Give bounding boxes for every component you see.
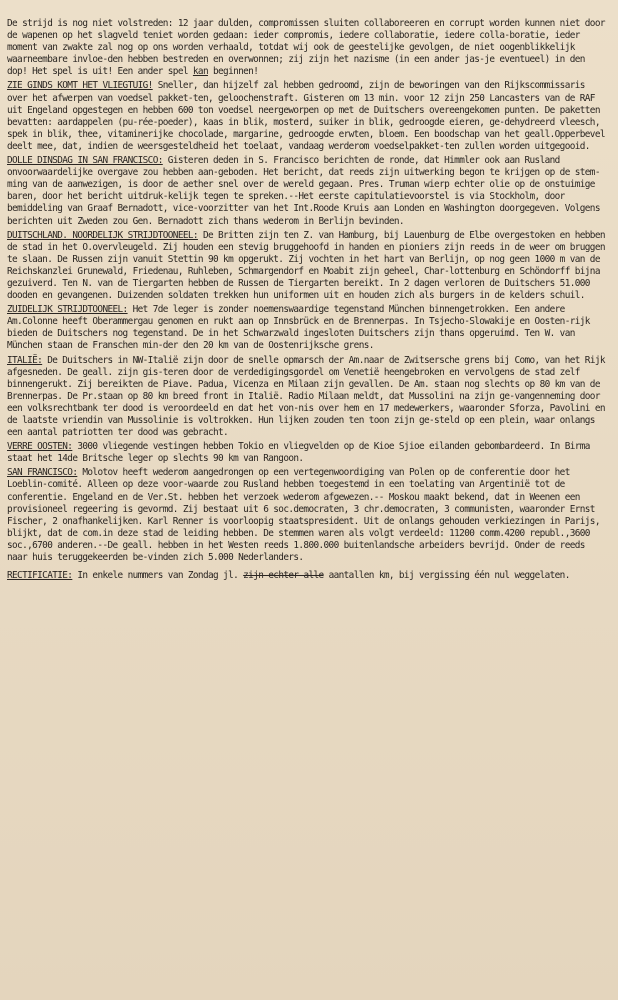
intro-end: beginnen! — [207, 66, 259, 78]
paragraph-vliegtuig — [7, 80, 610, 153]
heading-vliegtuig: ZIE GINDS KOMT HET VLIEGTUIG! — [7, 80, 153, 92]
heading-dolle-dinsdag: DOLLE DINSDAG IN SAN FRANCISCO: — [7, 155, 163, 167]
text-rectificatie-struck: zijn echter alle — [243, 570, 324, 582]
paragraph-italie — [7, 354, 610, 440]
text-san-francisco: Molotov heeft wederom aangedrongen op een vertegenwoordiging van Polen op de conferentie door het Loeblin-comité. Alleen op deze voor-waarde zou Rusland hebben toegestemd in een toelating van Argentinië tot de conferentie. Engeland en de Ver.St. hebben het verzoek wederom afgewezen.-- Moskou maakt bekend, dat in Weenen een provisioneel regeering is gevormd. Zij bestaat uit 6 soc.democraten, 3 chr.democraten, 3 communisten, waaronder Ernst Fischer, 2 onafhankelijken. Karl Renner is voorloopig staatspresident. Uit de onlangs gehouden verkiezingen in Parijs, blijkt, dat de com.in deze stad de leiding hebben. De stemmen waren als volgt verdeeld: 11200 comm.4200 republ.,3600 soc.,6700 anderen.--De geall. hebben in het Westen reeds 1.800.000 buitenlandsche arbeiders bevrijd. Onder de reeds naar huis teruggekeerden be-vinden zich 5.000 Nederlanders. — [7, 467, 605, 564]
text-verre-oosten: 3000 vliegende vestingen hebben Tokio en vliegvelden op de Kioe Sjioe eilanden gebombardeerd. In Birma staat het 14de Britsche leger op slechts 90 km van Rangoon. — [7, 441, 595, 465]
text-dolle-dinsdag: Gisteren deden in S. Francisco berichten de ronde, dat Himmler ook aan Rusland onvoorwaardelijke overgave zou hebben aan-geboden. Het bericht, dat reeds zijn uitwerking begon te krijgen op de stem-ming van de aanwezigen, is door de aether snel over de wereld gegaan. Pres. Truman wierp echter olie op de onstuimige baren, door het bericht uitdruk-kelijk tegen te spreken.--Het eerste capitulatievoorstel is via Stockholm, door bemiddeling van Graaf Bernadott, vice-voorzitter van het Int.Roode Kruis aan Londen en Washington doorgegeven. Volgens berichten uit Zweden zou Gen. Bernadott zich thans wederom in Berlijn bevinden. — [7, 155, 605, 227]
heading-zuidelijk: ZUIDELIJK STRIJDTOONEEL: — [7, 304, 128, 316]
intro-text: De strijd is nog niet volstreden: 12 jaar dulden, compromissen sluiten collaboreeren en corrupt worden kunnen niet door de wapenen op het slagveld teniet worden gedaan: ieder compromis, iedere collaboratie, iedere colla-boratie, ieder moment van zwakte zal nog op ons worden verhaald, totdat wij ook de geestelijke gevolgen, de niet oogenblikkelijk waarneembare invloe-den hebben bestreden en overwonnen; zij zijn het nazisme (in een ander jas-je eventueel) in den dop! Het spel is uit! Een ander spel — [7, 18, 610, 78]
paragraph-san-francisco — [7, 467, 606, 564]
paragraph-intro — [7, 18, 610, 78]
paragraph-noordelijk — [7, 229, 610, 303]
paragraph-dolle-dinsdag — [7, 155, 606, 228]
paragraph-zuidelijk — [7, 304, 606, 352]
text-vliegtuig: Sneller, dan hijzelf zal hebben gedroomd, zijn de beworingen van den Rijkscommissaris over het afwerpen van voedsel pakket-ten, geloochenstraft. Gisteren om 13 min. voor 12 zijn 250 Lancasters van de RAF uit Engeland opgestegen en hebben 600 ton voedsel neergeworpen op met de Duitschers overeengekomen punten. De paketten bevatten: aardappelen (pu-rée-poeder), kaas in blik, mosterd, suiker in blik, gedroogde eieren, ge-dehydreerd vleesch, spek in blik, thee, vitaminerijke chocolade, margarine, gedroogde erwten, bloem. Een boodschap van het geall.Opperbevel deelt mee, dat, indien de weersgesteldheid het toelaat, vandaag werderom voedselpakket-ten zullen worden uitgegooid. — [7, 80, 610, 152]
heading-italie: ITALIË: — [7, 354, 43, 366]
heading-rectificatie: RECTIFICATIE: — [7, 570, 73, 582]
intro-kan: kan — [192, 66, 208, 78]
text-rectificatie-b: aantallen km, bij vergissing één nul weggelaten. — [323, 570, 570, 582]
text-zuidelijk: Het 7de leger is zonder noemenswaardige tegenstand München binnengetrokken. Een andere Am.Colonne heeft Oberammergau genomen en rukt aan op Innsbrück en de Brennerpas. In Tsjecho-Slowakije en Oosten-rijk bieden de Duitschers nog tegenstand. De in het Schwarzwald ingesloten Duitschers zijn thans opgeruimd. Ten W. van München staan de Franschen min-der den 20 km van de Oostenrijksche grens. — [7, 304, 595, 352]
heading-noordelijk: DUITSCHLAND. NOORDELIJK STRIJDTOONEEL: — [7, 229, 198, 241]
paragraph-rectificatie — [7, 570, 606, 582]
text-italie: De Duitschers in NW-Italië zijn door de snelle opmarsch der Am.naar de Zwitsersche grens bij Como, van het Rijk afgesneden. De geall. zijn gis-teren door de verdedigingsgordel om Venetië heengebroken en vervolgens de stad zelf binnengerukt. Zij bereikten de Piave. Padua, Vicenza en Milaan zijn gevallen. De Am. staan nog slechts op 80 km van de Brennerpas. De Pr.staan op 80 km breed front in Italië. Radio Milaan meldt, dat Mussolini na zijn ge-vangenneming door een volksrechtbank ter dood is veroordeeld en dat het von-nis over hem en 17 medewerkers, waaronder Sforza, Pavolini en de laatste vriendin van Mussolinie is voltrokken. Hun lijken zouden ten toon zijn ge-steld op een plein, waar onlangs een aantal patriotten ter dood was gebracht. — [7, 354, 610, 439]
paragraph-verre-oosten — [7, 441, 606, 465]
heading-verre-oosten: VERRE OOSTEN: — [7, 441, 73, 453]
text-noordelijk: De Britten zijn ten Z. van Hamburg, bij Lauenburg de Elbe overgestoken en hebben de stad in het O.overvleugeld. Zij houden een stevig bruggehoofd in handen en pioniers zijn reeds in de weer om bruggen te slaan. De Russen zijn vanuit Stettin 90 km opgerukt. Zij vochten in het hart van Berlijn, op nog geen 1000 m van de Reichskanzlei Grunewald, Friedenau, Ruhleben, Schmargendorf en Moabit zijn geheel, Char-lottenburg en Schöndorff bijna gezuiverd. Ten N. van de Tiergarten hebben de Russen de Tiergarten bereikt. In 2 dagen verloren de Duitschers 51.000 dooden en gevangenen. Duizenden soldaten trekken hun uniformen uit en houden zich als burgers in de kelders schuil. — [7, 229, 610, 302]
heading-san-francisco: SAN FRANCISCO: — [7, 467, 78, 479]
text-rectificatie-a: In enkele nummers van Zondag jl. — [72, 570, 244, 582]
